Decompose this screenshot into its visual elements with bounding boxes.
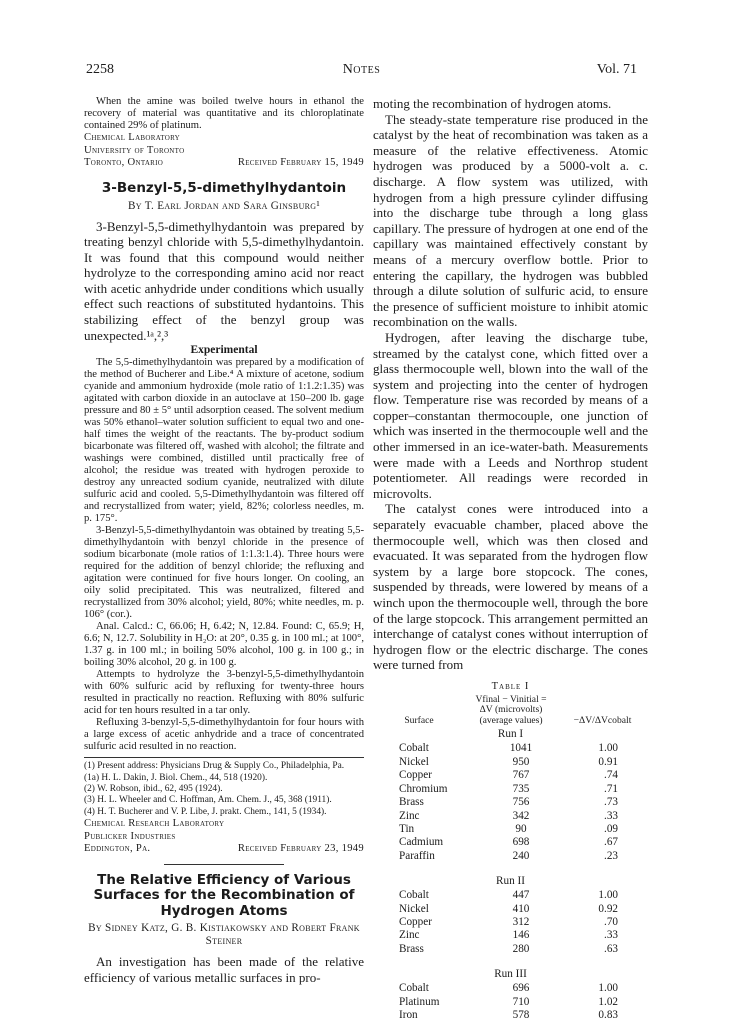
footnote-rule xyxy=(84,757,364,758)
table-row xyxy=(373,823,648,836)
cell-surface: Tin xyxy=(399,822,415,835)
experimental-heading: Experimental xyxy=(190,344,258,357)
cell-surface: Nickel xyxy=(399,755,429,768)
run-spacer xyxy=(373,956,648,966)
experimental-paragraph-3: Attempts to hydrolyze the 3-benzyl-5,5-dimethylhydantoin with 60% sulfuric acid by refluxing for twenty-three hours resulted in practically no reaction. Refluxing with 80% sulfuric acid for ten hours resulted in a tar only. xyxy=(84,669,364,717)
run-label: Run I xyxy=(497,728,524,741)
table-row xyxy=(373,996,648,1009)
footnote: (1) Present address: Physicians Drug & Supply Co., Philadelphia, Pa. xyxy=(84,761,345,772)
table-row xyxy=(373,943,648,956)
cell-ratio: .23 xyxy=(604,849,618,862)
cell-surface: Iron xyxy=(399,1008,418,1021)
article2-paragraph-2: The steady-state temperature rise produced in the catalyst by the heat of recombination was taken as a measure of the relative effectiveness. Atomic hydrogen was produced by a 5000-volt a. c. discharge. A flow system was utilized, with hydrogen from a high pressure cylinder diffusing into the discharge tube through a long glass capillary. The pressure of hydrogen at one end of the capillary was maintained effectively constant by means of a mercury overflow bottle. Prior to entering the capillary, the hydrogen was bubbled through a dilute solution of sulfuric acid, to ensure the presence of sufficient moisture to inhibit atomic recombination on the walls. xyxy=(373,111,648,330)
table-row xyxy=(373,982,648,995)
cell-delta-v: 146 xyxy=(512,929,530,942)
cell-ratio: 0.91 xyxy=(598,755,618,768)
cell-surface: Cobalt xyxy=(399,982,429,995)
article2-intro: An investigation has been made of the relative efficiency of various metallic surfaces in pro- xyxy=(84,954,364,985)
table-row xyxy=(373,836,648,849)
article1-title: 3-Benzyl-5,5-dimethylhydantoin xyxy=(101,179,347,196)
received-date: Received February 23, 1949 xyxy=(237,843,364,855)
footnote: (3) H. L. Wheeler and C. Hoffman, Am. Chem. J., 45, 368 (1911). xyxy=(84,795,332,806)
cell-delta-v: 710 xyxy=(512,995,530,1008)
cell-surface: Cobalt xyxy=(399,889,429,902)
cell-surface: Cobalt xyxy=(399,742,429,755)
column-header-delta-v xyxy=(465,695,557,727)
cell-delta-v: 1041 xyxy=(509,742,533,755)
cell-surface: Paraffin xyxy=(399,849,435,862)
run-spacer xyxy=(373,863,648,873)
article2-paragraph-3: Hydrogen, after leaving the discharge tube, streamed by the catalyst cone, which fitted over a glass thermocouple well, blown into the wall of the system and projecting into the center of hydrogen flow. Temperature rise was recorded by means of a copper–constantan thermocouple, one junction of which was inserted in the thermocouple well and the other immersed in an ice-water-bath. Measurements were made with a Leeds and Northrop student potentiometer. All readings were recorded in microvolts. xyxy=(373,329,648,501)
table-row xyxy=(373,769,648,782)
cell-ratio: .09 xyxy=(604,822,618,835)
received-line xyxy=(84,843,364,856)
footnote: (4) H. T. Bucherer and V. P. Libe, J. prakt. Chem., 141, 5 (1934). xyxy=(84,806,327,817)
table-row xyxy=(373,916,648,929)
city: Eddington, Pa. xyxy=(84,843,151,855)
column-header-surface: Surface xyxy=(404,714,434,726)
previous-received-date: Received February 15, 1949 xyxy=(237,157,364,168)
left-column xyxy=(84,96,364,985)
table-1 xyxy=(373,681,648,1022)
cell-ratio: .33 xyxy=(604,929,618,942)
footnotes xyxy=(84,761,364,818)
experimental-paragraph-4: Refluxing 3-benzyl-5,5-dimethylhydantoin for four hours with a large excess of acetic anhydride and a trace of concentrated sulfuric acid resulted in no reaction. xyxy=(84,717,364,753)
cell-delta-v: 280 xyxy=(512,942,530,955)
table-row xyxy=(373,850,648,863)
table-row xyxy=(373,783,648,796)
run-label: Run III xyxy=(494,968,527,981)
cell-delta-v: 756 xyxy=(512,796,530,809)
table-row xyxy=(373,756,648,769)
experimental-paragraph-2: 3-Benzyl-5,5-dimethylhydantoin was obtained by treating 5,5-dimethylhydantoin with benzyl chloride in the presence of sodium bicarbonate (mole ratios of 1:1.3:1.4). Three hours were required for the addition of benzyl chloride; the refluxing and agitation were continued for five hours longer. On cooling, an oily solid precipitated. This was neutralized, filtered and recrystallized from 30% alcohol; yield, 80%; white needles, m. p. 106° (cor.). xyxy=(84,525,364,621)
article2-paragraph-continued: moting the recombination of hydrogen atoms. xyxy=(373,96,612,111)
cell-surface: Zinc xyxy=(399,809,420,822)
cell-ratio: .67 xyxy=(604,836,618,849)
article2-title: The Relative Efficiency of Various Surfaces for the Recombination of Hydrogen Atoms xyxy=(93,871,355,919)
cell-ratio: 1.00 xyxy=(598,742,618,755)
article2-authors: By Sidney Katz, G. B. Kistiakowsky and Robert Frank Steiner xyxy=(88,922,360,948)
volume-label: Vol. 71 xyxy=(596,62,637,77)
previous-lab-line1: Chemical Laboratory xyxy=(84,132,181,143)
cell-surface: Zinc xyxy=(399,929,420,942)
cell-ratio: 1.02 xyxy=(598,995,618,1008)
article1-intro: 3-Benzyl-5,5-dimethylhydantoin was prepared by treating benzyl chloride with 5,5-dimethylhydantoin. It was found that this compound would neither hydrolyze to the corresponding amino acid nor react with acetic anhydride under conditions which usually effect such reactions of substituted hydantoins. This stabilizing effect of the benzyl group was unexpected.¹ᵃ,²,³ xyxy=(84,218,364,343)
cell-surface: Brass xyxy=(399,942,424,955)
cell-delta-v: 578 xyxy=(512,1008,530,1021)
previous-received-line xyxy=(84,157,364,170)
table-caption: Table I xyxy=(491,680,530,692)
table-row xyxy=(373,929,648,942)
cell-delta-v: 447 xyxy=(512,889,530,902)
article2-paragraph-4: The catalyst cones were introduced into a separately evacuable chamber, placed above the thermocouple well, which was then closed and evacuated. It was separated from the hydrogen flow system by a large bore stopcock. The cones, suspended by threads, were lowered by means of a winch upon the thermocouple well, through the bore of the large stopcock. This arrangement permitted an interchange of catalyst cones without interruption of hydrogen flow or the electric discharge. The cones were turned from xyxy=(373,501,648,673)
lab-line1: Chemical Research Laboratory xyxy=(84,818,225,830)
cell-ratio: .74 xyxy=(604,769,618,782)
table-body xyxy=(373,728,648,1022)
analysis-paragraph: Anal. Calcd.: C, 66.06; H, 6.42; N, 12.84. Found: C, 65.9; H, 6.6; N, 12.7. Solubility in H₂O: at 20°, 0.35 g. in 100 ml.; at 100°, 1.37 g. in 100 ml.; in boiling 50% alcohol, 100 g. in 100 g.; in boiling 30% alcohol, 20 g. in 100 g. xyxy=(84,621,364,669)
table-row xyxy=(373,796,648,809)
cell-delta-v: 950 xyxy=(512,755,530,768)
cell-ratio: .73 xyxy=(604,796,618,809)
cell-ratio: 1.00 xyxy=(598,889,618,902)
table-row xyxy=(373,742,648,755)
cell-ratio: .33 xyxy=(604,809,618,822)
cell-surface: Brass xyxy=(399,796,424,809)
column-header-delta-v-line2: ΔV (microvolts) xyxy=(479,704,543,716)
table-row xyxy=(373,903,648,916)
table-header xyxy=(373,695,648,727)
right-column xyxy=(373,96,648,1022)
cell-ratio: .70 xyxy=(604,915,618,928)
table-row xyxy=(373,889,648,902)
cell-ratio: 1.00 xyxy=(598,982,618,995)
article1-authors: By T. Earl Jordan and Sara Ginsburg¹ xyxy=(127,199,321,212)
page-number: 2258 xyxy=(86,62,114,77)
running-header xyxy=(86,62,637,82)
cell-surface: Cadmium xyxy=(399,836,444,849)
cell-delta-v: 767 xyxy=(512,769,530,782)
cell-delta-v: 90 xyxy=(515,822,527,835)
article-divider xyxy=(164,864,284,865)
cell-surface: Copper xyxy=(399,915,432,928)
cell-surface: Platinum xyxy=(399,995,440,1008)
cell-delta-v: 735 xyxy=(512,782,530,795)
cell-surface: Nickel xyxy=(399,902,429,915)
run-label: Run II xyxy=(496,875,525,888)
previous-lab-line2: University of Toronto xyxy=(84,144,185,156)
table-row xyxy=(373,810,648,823)
footnote: (2) W. Robson, ibid., 62, 495 (1924). xyxy=(84,784,223,795)
column-header-ratio: −ΔV/ΔVcobalt xyxy=(573,714,632,726)
experimental-paragraph-1: The 5,5-dimethylhydantoin was prepared by a modification of the method of Bucherer and Libe.⁴ A mixture of acetone, sodium cyanide and ammonium hydroxide (mole ratio of 1:1.2:1.35) was agitated with carbon dioxide in an autoclave at 150–200 lb. gage pressure and 80 ± 5° until adsorption ceased. The solvent medium was 50% ethanol–water solution sufficient to equal two and one-half times the weight of the reactants. The by-product sodium bicarbonate was filtered off, washed with alcohol; the filtrate and washings were combined, distilled until practically free of alcohol; the residue was treated with hydrogen peroxide to destroy any unreacted sodium cyanide, neutralized with dilute sulfuric acid and cooled. 5,5-Dimethylhydantoin was filtered off and recrystallized from water; yield, 82%; colorless needles, m. p. 175°. xyxy=(84,357,364,525)
footnote: (1a) H. L. Dakin, J. Biol. Chem., 44, 518 (1920). xyxy=(84,772,268,783)
cell-ratio: .63 xyxy=(604,942,618,955)
section-title: Notes xyxy=(342,62,381,77)
cell-delta-v: 698 xyxy=(512,836,530,849)
cell-delta-v: 696 xyxy=(512,982,530,995)
cell-ratio: 0.83 xyxy=(598,1008,618,1021)
table-row xyxy=(373,1009,648,1022)
lab-line2: Publicker Industries xyxy=(84,830,176,842)
previous-article-ending: When the amine was boiled twelve hours in ethanol the recovery of material was quantitative and its chloroplatinate contained 29% of platinum. xyxy=(84,96,364,131)
cell-ratio: .71 xyxy=(604,782,618,795)
cell-delta-v: 312 xyxy=(512,915,530,928)
column-header-delta-v-line3: (average values) xyxy=(479,714,543,726)
column-header-delta-v-line1: Vfinal − Vinitial = xyxy=(475,693,547,705)
cell-delta-v: 410 xyxy=(512,902,530,915)
previous-city: Toronto, Ontario xyxy=(84,157,164,168)
cell-surface: Chromium xyxy=(399,782,448,795)
cell-delta-v: 342 xyxy=(512,809,530,822)
cell-delta-v: 240 xyxy=(512,849,530,862)
cell-ratio: 0.92 xyxy=(598,902,618,915)
cell-surface: Copper xyxy=(399,769,432,782)
